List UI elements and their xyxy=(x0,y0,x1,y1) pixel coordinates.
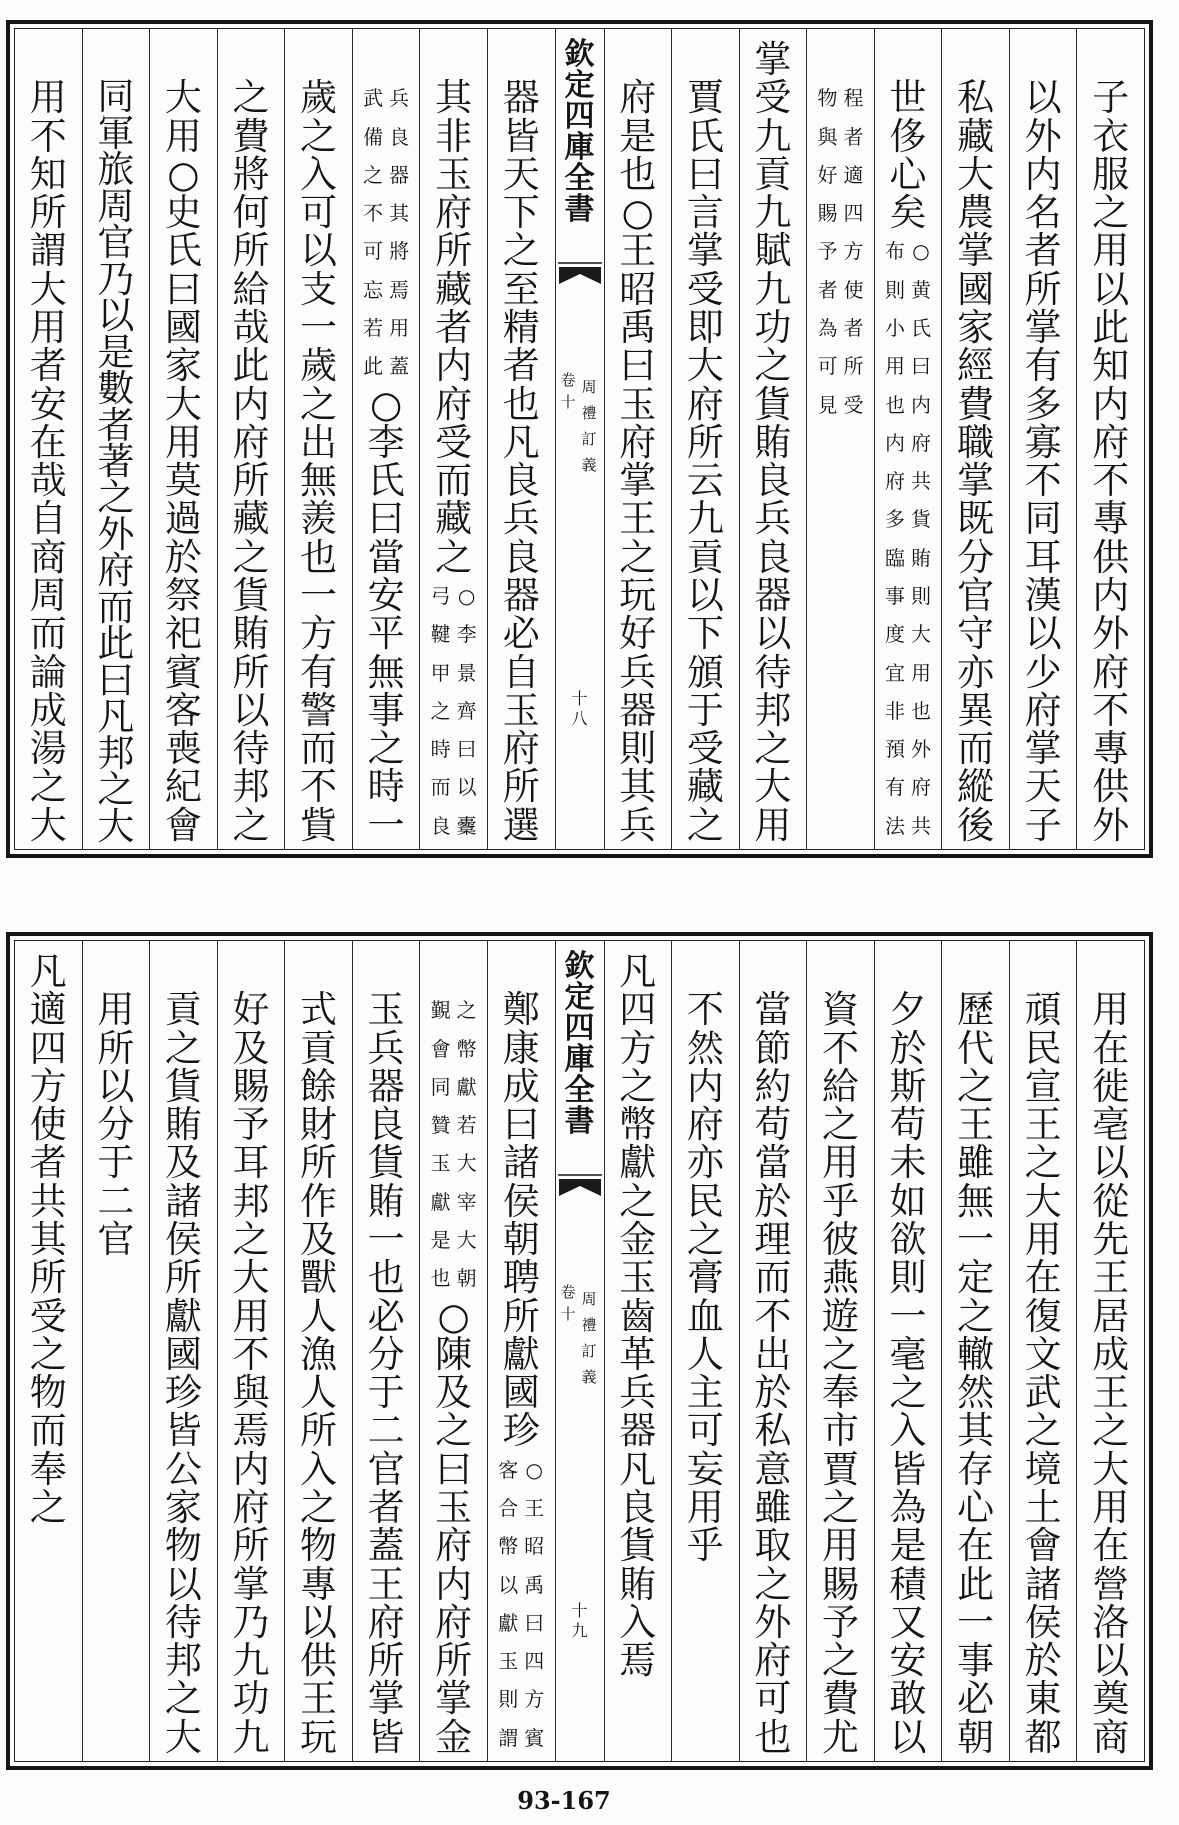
text-column xyxy=(419,29,487,849)
text-column xyxy=(806,941,874,1761)
main-text-run: ○陳及之曰玉府内府所掌金 xyxy=(435,1294,473,1759)
volume-number: 卷十 xyxy=(560,371,576,411)
text-column xyxy=(604,941,672,1761)
text-column xyxy=(739,941,807,1761)
book-title: 周禮訂義 xyxy=(581,1290,597,1386)
annotation-left-line: 布則小用也内府多臨事度宜非預有法 xyxy=(885,239,906,838)
text-column xyxy=(874,29,942,849)
annotation-left-line: 物與好賜予者為可見 xyxy=(817,86,838,417)
main-text-run: 私藏大農掌國家經費職掌既分官守亦異而縱後 xyxy=(957,76,995,847)
text-column xyxy=(1076,941,1144,1761)
text-column xyxy=(671,941,739,1761)
annotation-right-line: ○黄氏曰内府共貨賄則大用也外府共 xyxy=(911,239,932,838)
annotation-left-line: 客合幣以獻玉則謂 xyxy=(498,1457,519,1750)
text-column xyxy=(149,941,217,1761)
text-column xyxy=(1076,29,1144,849)
main-text-run: 用不知所謂大用者安在哉自商周而論成湯之大 xyxy=(29,76,67,847)
annotation-left-line: 武備之不可忘若此 xyxy=(363,86,384,379)
text-column xyxy=(352,941,420,1761)
center-margin-column xyxy=(555,941,604,1761)
text-column xyxy=(419,941,487,1761)
fishtail-ornament-icon xyxy=(556,261,604,287)
text-column xyxy=(82,941,150,1761)
text-column xyxy=(284,941,352,1761)
text-column xyxy=(487,941,555,1761)
main-text-run: 府是也○王昭禹曰玉府掌王之玩好兵器則其兵 xyxy=(619,76,657,847)
collection-title: 欽定四庫全書 xyxy=(564,37,595,227)
text-column xyxy=(874,941,942,1761)
text-column xyxy=(1009,29,1077,849)
text-column xyxy=(941,941,1009,1761)
main-text-run: 貢之貨賄及諸侯所獻國珍皆公家物以待邦之大 xyxy=(164,988,202,1759)
main-text-run: 用在徙亳以從先王居成王之大用在營洛以奠商 xyxy=(1092,988,1130,1759)
text-column xyxy=(217,29,285,849)
upper-text-frame xyxy=(14,28,1145,850)
main-text-run: 其非玉府所藏者内府受而藏之 xyxy=(435,76,473,579)
main-text-run: 資不給之用乎彼燕遊之奉市賈之用賜予之費尤 xyxy=(821,988,859,1759)
main-text-run: 子衣服之用以此知内府不專供内外府不專供外 xyxy=(1092,76,1130,847)
text-column xyxy=(217,941,285,1761)
lower-text-frame xyxy=(14,940,1145,1762)
main-text-run: ○李氏曰當安平無事之時一 xyxy=(367,382,405,847)
page-number: 93-167 xyxy=(517,1786,611,1815)
annotation-right-line: 之幣獻若大宰大朝 xyxy=(456,998,477,1291)
lower-half-page xyxy=(6,932,1153,1770)
main-text-run: 凡四方之幣獻之金玉齒革兵器凡良貨賄入焉 xyxy=(619,950,657,1683)
main-text-run: 以外内名者所掌有多寡不同耳漢以少府掌天子 xyxy=(1024,76,1062,847)
main-text-run: 之費將何所給哉此内府所藏之貨賄所以待邦之 xyxy=(232,76,270,847)
annotation-right-line: 程者適四方使者所受 xyxy=(843,86,864,417)
text-column xyxy=(1009,941,1077,1761)
annotation-right-line: ○李景齊曰以櫜 xyxy=(456,584,477,838)
center-margin-column xyxy=(555,29,604,849)
text-column xyxy=(806,29,874,849)
main-text-run: 同軍旅周官乃以是數者著之外府而此曰凡邦之大 xyxy=(97,75,135,848)
main-text-run: 用所以分于二官 xyxy=(97,988,135,1261)
upper-half-page xyxy=(6,20,1153,858)
main-text-run: 凡適四方使者共其所受之物而奉之 xyxy=(29,950,67,1529)
main-text-run: 賈氏曰言掌受即大府所云九貢以下頒于受藏之 xyxy=(686,76,724,847)
main-text-run: 世侈心矣 xyxy=(889,76,927,235)
text-column xyxy=(941,29,1009,849)
main-text-run: 歲之入可以支一歲之出無羨也一方有警而不貲 xyxy=(300,76,338,847)
main-text-run: 歷代之王雖無一定之轍然其存心在此一事必朝 xyxy=(957,988,995,1759)
main-text-run: 不然内府亦民之膏血人主可妄用乎 xyxy=(686,988,724,1568)
main-text-run: 好及賜予耳邦之大用不與焉内府所掌乃九功九 xyxy=(232,988,270,1759)
main-text-run: 夕於斯苟未如欲則一毫之入皆為是積又安敢以 xyxy=(889,988,927,1759)
annotation-left-line: 覲會同贊玉獻是也 xyxy=(430,998,451,1291)
text-column xyxy=(604,29,672,849)
annotation-left-line: 弓鞬甲之時而良 xyxy=(430,584,451,838)
fishtail-ornament-icon xyxy=(556,1173,604,1199)
collection-title: 欽定四庫全書 xyxy=(564,949,595,1139)
text-column xyxy=(15,941,82,1761)
annotation-right-line: ○王昭禹曰四方賓 xyxy=(524,1457,545,1750)
annotation-right-line: 兵良器其將焉用蓋 xyxy=(389,86,410,379)
book-title: 周禮訂義 xyxy=(581,378,597,474)
main-text-run: 鄭康成曰諸侯朝聘所獻國珍 xyxy=(502,988,540,1453)
text-column xyxy=(352,29,420,849)
main-text-run: 玉兵器良貨賄一也必分于二官者蓋王府所掌皆 xyxy=(367,988,405,1759)
main-text-run: 式貢餘財所作及獸人漁人所入之物專以供王玩 xyxy=(300,988,338,1759)
main-text-run: 器皆天下之至精者也凡良兵良器必自玉府所選 xyxy=(502,76,540,847)
main-text-run: 掌受九貢九賦九功之貨賄良兵良器以待邦之大用 xyxy=(754,38,792,847)
text-column xyxy=(487,29,555,849)
text-column xyxy=(15,29,82,849)
leaf-number: 十八 xyxy=(571,689,588,728)
text-column xyxy=(284,29,352,849)
volume-number: 卷十 xyxy=(560,1283,576,1323)
main-text-run: 頑民宣王之大用在復文武之境土會諸侯於東都 xyxy=(1024,988,1062,1759)
main-text-run: 當節約苟當於理而不出於私意雖取之外府可也 xyxy=(754,988,792,1759)
leaf-number: 十九 xyxy=(571,1601,588,1640)
text-column xyxy=(82,29,150,849)
text-column xyxy=(739,29,807,849)
main-text-run: 大用○史氏曰國家大用莫過於祭祀賓客喪紀會 xyxy=(164,76,202,847)
text-column xyxy=(671,29,739,849)
text-column xyxy=(149,29,217,849)
